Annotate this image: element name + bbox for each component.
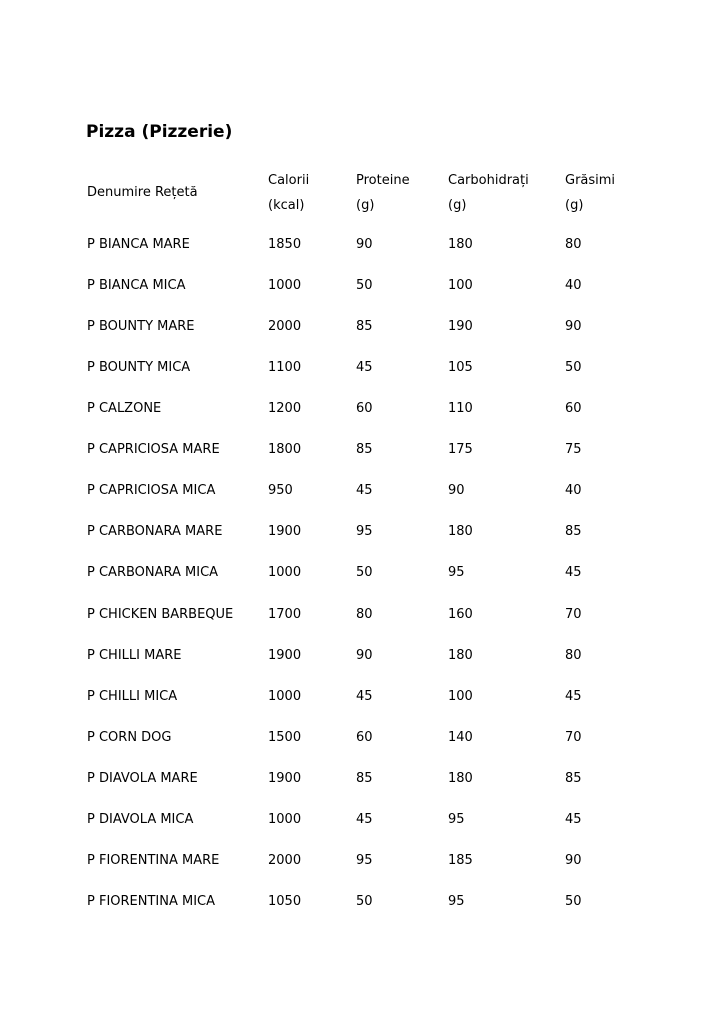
cell-calories: 2000 [268,853,302,868]
cell-fat: 75 [565,442,582,457]
cell-recipe-name: P CAPRICIOSA MARE [87,442,220,457]
cell-carbs: 110 [448,401,473,416]
cell-protein: 50 [356,278,373,293]
cell-protein: 60 [356,401,373,416]
cell-protein: 85 [356,442,373,457]
header-protein-unit: (g) [356,198,375,213]
cell-calories: 1050 [268,894,302,909]
cell-calories: 1000 [268,278,302,293]
cell-recipe-name: P CHICKEN BARBEQUE [87,607,234,622]
cell-protein: 60 [356,730,373,745]
cell-fat: 80 [565,648,582,663]
header-carbs-unit: (g) [448,198,467,213]
cell-carbs: 105 [448,360,473,375]
cell-protein: 45 [356,360,373,375]
cell-fat: 50 [565,894,582,909]
cell-carbs: 100 [448,278,473,293]
header-calories-unit: (kcal) [268,198,305,213]
cell-carbs: 95 [448,565,465,580]
cell-recipe-name: P FIORENTINA MARE [87,853,220,868]
header-calories: Calorii [268,173,310,188]
cell-protein: 95 [356,524,373,539]
cell-recipe-name: P CALZONE [87,401,162,416]
cell-recipe-name: P BIANCA MICA [87,278,186,293]
cell-fat: 45 [565,565,582,580]
cell-carbs: 180 [448,771,473,786]
cell-protein: 45 [356,483,373,498]
cell-calories: 1000 [268,689,302,704]
cell-calories: 1850 [268,237,302,252]
cell-carbs: 190 [448,319,473,334]
cell-fat: 90 [565,853,582,868]
cell-recipe-name: P CARBONARA MICA [87,565,219,580]
cell-calories: 1500 [268,730,302,745]
cell-calories: 1100 [268,360,302,375]
cell-calories: 2000 [268,319,302,334]
cell-protein: 85 [356,319,373,334]
cell-recipe-name: P CARBONARA MARE [87,524,223,539]
cell-fat: 80 [565,237,582,252]
cell-recipe-name: P CAPRICIOSA MICA [87,483,216,498]
cell-calories: 1800 [268,442,302,457]
cell-fat: 70 [565,730,582,745]
cell-protein: 50 [356,894,373,909]
cell-fat: 45 [565,812,582,827]
cell-fat: 60 [565,401,582,416]
cell-calories: 1700 [268,607,302,622]
cell-protein: 90 [356,648,373,663]
cell-fat: 40 [565,483,582,498]
cell-recipe-name: P FIORENTINA MICA [87,894,216,909]
cell-carbs: 95 [448,812,465,827]
cell-carbs: 185 [448,853,473,868]
cell-recipe-name: P DIAVOLA MARE [87,771,198,786]
header-recipe-name: Denumire Rețetă [87,185,198,200]
cell-calories: 1900 [268,771,302,786]
cell-carbs: 180 [448,648,473,663]
cell-protein: 95 [356,853,373,868]
cell-carbs: 90 [448,483,465,498]
page-title: Pizza (Pizzerie) [86,122,233,142]
cell-recipe-name: P DIAVOLA MICA [87,812,194,827]
cell-recipe-name: P CHILLI MICA [87,689,178,704]
cell-recipe-name: P CHILLI MARE [87,648,182,663]
cell-protein: 80 [356,607,373,622]
cell-recipe-name: P BOUNTY MICA [87,360,191,375]
cell-calories: 1900 [268,524,302,539]
header-carbs: Carbohidrați [448,173,529,188]
cell-fat: 90 [565,319,582,334]
cell-calories: 950 [268,483,293,498]
cell-recipe-name: P BOUNTY MARE [87,319,195,334]
cell-fat: 70 [565,607,582,622]
cell-calories: 1900 [268,648,302,663]
cell-carbs: 180 [448,237,473,252]
header-protein: Proteine [356,173,410,188]
cell-fat: 85 [565,524,582,539]
cell-protein: 85 [356,771,373,786]
cell-fat: 85 [565,771,582,786]
cell-protein: 45 [356,812,373,827]
header-fat: Grăsimi [565,173,616,188]
cell-carbs: 100 [448,689,473,704]
cell-calories: 1200 [268,401,302,416]
cell-carbs: 160 [448,607,473,622]
cell-calories: 1000 [268,812,302,827]
cell-protein: 90 [356,237,373,252]
cell-protein: 50 [356,565,373,580]
cell-carbs: 180 [448,524,473,539]
cell-carbs: 140 [448,730,473,745]
cell-recipe-name: P CORN DOG [87,730,172,745]
cell-carbs: 175 [448,442,473,457]
cell-fat: 50 [565,360,582,375]
cell-fat: 40 [565,278,582,293]
cell-fat: 45 [565,689,582,704]
cell-protein: 45 [356,689,373,704]
cell-carbs: 95 [448,894,465,909]
cell-recipe-name: P BIANCA MARE [87,237,190,252]
header-fat-unit: (g) [565,198,584,213]
cell-calories: 1000 [268,565,302,580]
